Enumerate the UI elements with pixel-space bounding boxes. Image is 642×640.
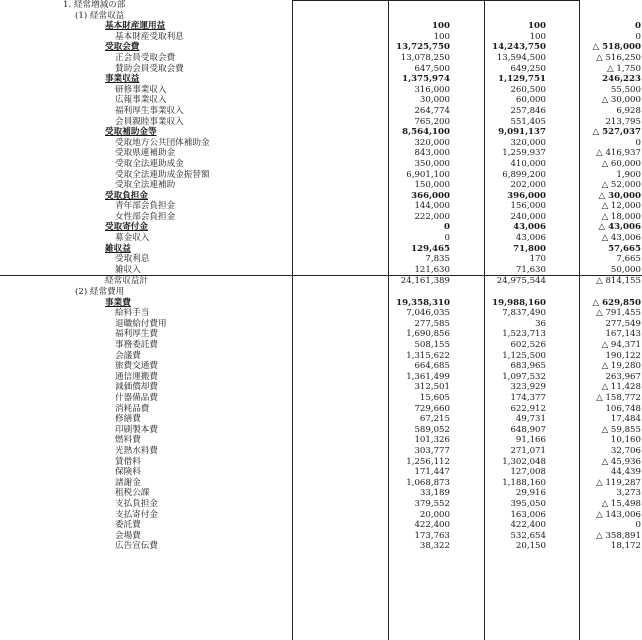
diff-amount: △ 45,936 bbox=[601, 456, 641, 467]
category-row bbox=[0, 127, 642, 138]
budget-amount bbox=[355, 11, 451, 22]
row-label: 消耗品費 bbox=[115, 403, 150, 414]
diff-amount: △ 30,000 bbox=[601, 95, 641, 106]
diff-amount bbox=[547, 11, 642, 22]
diff-amount: △ 59,855 bbox=[601, 424, 641, 435]
diff-amount: △ 791,455 bbox=[596, 308, 641, 319]
diff-amount: 3,273 bbox=[616, 488, 641, 499]
prior-amount: 127,008 bbox=[510, 467, 546, 478]
prior-amount: 43,006 bbox=[515, 233, 546, 244]
diff-amount: 246,223 bbox=[602, 74, 641, 85]
budget-amount: 508,155 bbox=[414, 340, 450, 350]
budget-amount: 38,322 bbox=[419, 541, 450, 552]
budget-amount: 320,000 bbox=[414, 137, 450, 148]
row-label: 青年部会負担金 bbox=[115, 201, 176, 212]
table-row bbox=[0, 361, 642, 372]
prior-amount: 60,000 bbox=[515, 95, 546, 106]
row-label: 研修事業収入 bbox=[115, 84, 167, 95]
prior-amount: 602,526 bbox=[510, 340, 546, 350]
budget-amount: 1,315,622 bbox=[406, 350, 450, 361]
row-label: 雑収益 bbox=[105, 243, 131, 254]
category-row bbox=[0, 74, 642, 85]
prior-amount: 163,006 bbox=[510, 509, 546, 520]
budget-amount: 277,585 bbox=[414, 318, 450, 329]
diff-amount: △ 94,371 bbox=[601, 340, 641, 350]
row-label: 修繕費 bbox=[115, 414, 141, 425]
budget-amount: 13,078,250 bbox=[400, 52, 450, 63]
table-row bbox=[0, 64, 642, 75]
table-row bbox=[0, 520, 642, 531]
row-label: 女性部会負担金 bbox=[115, 211, 176, 222]
table-row bbox=[0, 372, 642, 383]
category-row bbox=[0, 21, 642, 32]
section-heading-row bbox=[0, 0, 642, 11]
prior-amount: 422,400 bbox=[510, 520, 546, 531]
table-row bbox=[0, 180, 642, 191]
prior-amount bbox=[451, 0, 547, 11]
diff-amount: △ 416,937 bbox=[596, 148, 641, 159]
prior-amount: 683,965 bbox=[510, 361, 546, 372]
budget-amount: 24,161,389 bbox=[355, 276, 451, 287]
budget-amount: 589,052 bbox=[414, 424, 450, 435]
table-row bbox=[0, 212, 642, 223]
budget-amount: 100 bbox=[433, 31, 450, 42]
budget-amount: 101,326 bbox=[414, 435, 450, 446]
row-label: 委託費 bbox=[115, 520, 141, 531]
row-label: 基本財産受取利息 bbox=[115, 31, 184, 42]
prior-amount: 156,000 bbox=[510, 201, 546, 212]
table-row bbox=[0, 510, 642, 521]
row-label: 事業収益 bbox=[105, 74, 140, 85]
table-row bbox=[0, 159, 642, 170]
budget-amount: 8,564,100 bbox=[402, 127, 450, 138]
diff-amount: △ 358,891 bbox=[596, 530, 641, 541]
row-label: 受取負担金 bbox=[105, 190, 148, 201]
row-label: 通信運搬費 bbox=[115, 371, 158, 382]
category-row bbox=[0, 191, 642, 202]
row-label: 広告宣伝費 bbox=[115, 541, 158, 552]
prior-amount: 271,071 bbox=[510, 445, 546, 456]
category-row bbox=[0, 222, 642, 233]
prior-amount bbox=[451, 287, 547, 298]
budget-amount: 7,835 bbox=[425, 254, 450, 265]
diff-amount: 167,143 bbox=[605, 329, 641, 340]
diff-amount: △ 527,037 bbox=[592, 127, 641, 138]
row-label: 募金収入 bbox=[115, 233, 150, 244]
row-label: 正会員受取会費 bbox=[115, 52, 176, 63]
row-label: 退職給付費用 bbox=[115, 318, 167, 329]
prior-amount: 1,188,160 bbox=[502, 477, 546, 488]
budget-amount: 316,000 bbox=[414, 84, 450, 95]
prior-amount: 410,000 bbox=[510, 158, 546, 169]
row-label: (1) 経常収益 bbox=[75, 10, 125, 21]
budget-amount: 100 bbox=[432, 21, 450, 32]
row-label: 経常収益計 bbox=[0, 276, 355, 287]
diff-amount: 44,439 bbox=[610, 467, 641, 478]
diff-amount: 0 bbox=[635, 31, 641, 42]
table-row bbox=[0, 308, 642, 319]
row-label: 広報事業収入 bbox=[115, 95, 167, 106]
diff-amount: 6,928 bbox=[616, 105, 641, 116]
prior-amount: 202,000 bbox=[510, 180, 546, 191]
table-row bbox=[0, 404, 642, 415]
prior-amount: 24,975,544 bbox=[451, 276, 547, 287]
table-row bbox=[0, 117, 642, 128]
budget-amount: 15,605 bbox=[419, 392, 450, 403]
budget-amount bbox=[355, 287, 451, 298]
budget-amount: 765,200 bbox=[414, 116, 450, 127]
budget-amount: 67,215 bbox=[419, 414, 450, 425]
diff-amount: 32,706 bbox=[610, 445, 641, 456]
budget-amount: 1,361,499 bbox=[406, 371, 450, 382]
row-label: 1. 経常増減の部 bbox=[63, 0, 126, 10]
prior-amount: 648,907 bbox=[510, 424, 546, 435]
prior-amount: 36 bbox=[535, 318, 546, 329]
budget-amount: 1,256,112 bbox=[406, 456, 450, 467]
row-label: 諸謝金 bbox=[115, 477, 141, 488]
budget-amount: 366,000 bbox=[411, 190, 450, 201]
diff-amount: △ 43,006 bbox=[598, 222, 641, 233]
diff-amount: △ 18,000 bbox=[601, 211, 641, 222]
table-row bbox=[0, 201, 642, 212]
table-row bbox=[0, 340, 642, 351]
row-label: 受取全法連助成金振替額 bbox=[115, 169, 210, 180]
budget-amount: 222,000 bbox=[414, 211, 450, 222]
prior-amount: 100 bbox=[528, 21, 546, 32]
prior-amount: 649,250 bbox=[510, 63, 546, 74]
budget-amount: 33,189 bbox=[419, 488, 450, 499]
budget-amount: 150,000 bbox=[414, 180, 450, 191]
row-label: 減価償却費 bbox=[115, 382, 158, 393]
prior-amount: 1,129,751 bbox=[498, 74, 546, 85]
budget-amount: 13,725,750 bbox=[396, 42, 450, 53]
diff-amount: 57,665 bbox=[608, 243, 641, 254]
diff-amount: 50,000 bbox=[610, 264, 641, 275]
budget-amount: 129,465 bbox=[411, 243, 450, 254]
row-label: 事務委託費 bbox=[115, 340, 158, 350]
row-label: 賛助会員受取会費 bbox=[115, 63, 184, 74]
diff-amount bbox=[547, 287, 642, 298]
diff-amount: △ 30,000 bbox=[598, 190, 641, 201]
prior-amount: 257,846 bbox=[510, 105, 546, 116]
diff-amount: △ 52,000 bbox=[601, 180, 641, 191]
prior-amount: 1,125,500 bbox=[502, 350, 546, 361]
row-label: 保険料 bbox=[115, 467, 141, 478]
row-label: 受取全法連助成金 bbox=[115, 158, 184, 169]
diff-amount: 0 bbox=[635, 137, 641, 148]
row-label: 受取利息 bbox=[115, 254, 150, 265]
diff-amount: 17,484 bbox=[610, 414, 641, 425]
diff-amount: 55,500 bbox=[610, 84, 641, 95]
table-row bbox=[0, 351, 642, 362]
prior-amount: 174,377 bbox=[510, 392, 546, 403]
section-heading-row bbox=[0, 11, 642, 22]
row-label: 事業費 bbox=[105, 297, 131, 308]
diff-amount: △ 518,000 bbox=[592, 42, 641, 53]
prior-amount: 396,000 bbox=[507, 190, 546, 201]
row-label: 受取会費 bbox=[105, 42, 140, 53]
table-row bbox=[0, 254, 642, 265]
diff-amount: △ 60,000 bbox=[601, 158, 641, 169]
prior-amount: 532,654 bbox=[510, 530, 546, 541]
table-row bbox=[0, 138, 642, 149]
row-label: 租税公課 bbox=[115, 488, 150, 499]
row-label: 福利厚生事業収入 bbox=[115, 105, 184, 116]
prior-amount: 71,800 bbox=[513, 243, 546, 254]
budget-amount: 647,500 bbox=[414, 63, 450, 74]
prior-amount: 1,523,713 bbox=[502, 329, 546, 340]
diff-amount: △ 143,006 bbox=[596, 509, 641, 520]
category-row bbox=[0, 244, 642, 255]
budget-amount: 664,685 bbox=[414, 361, 450, 372]
prior-amount: 29,916 bbox=[515, 488, 546, 499]
budget-amount: 843,000 bbox=[414, 148, 450, 159]
diff-amount: △ 158,772 bbox=[596, 392, 641, 403]
table-row bbox=[0, 478, 642, 489]
row-label: 会議費 bbox=[115, 350, 141, 361]
budget-amount: 422,400 bbox=[414, 520, 450, 531]
budget-amount: 0 bbox=[444, 222, 450, 233]
section-heading-row bbox=[0, 287, 642, 298]
prior-amount: 19,988,160 bbox=[492, 297, 546, 308]
budget-amount: 19,358,310 bbox=[396, 297, 450, 308]
budget-amount: 1,068,873 bbox=[406, 477, 450, 488]
prior-amount: 49,731 bbox=[515, 414, 546, 425]
row-label: 受取補助金等 bbox=[105, 127, 157, 138]
row-label: 基本財産運用益 bbox=[105, 21, 166, 32]
diff-amount: 10,160 bbox=[610, 435, 641, 446]
budget-amount: 264,774 bbox=[414, 105, 450, 116]
budget-amount: 144,000 bbox=[414, 201, 450, 212]
table-row bbox=[0, 531, 642, 542]
budget-amount: 30,000 bbox=[419, 95, 450, 106]
prior-amount: 14,243,750 bbox=[492, 42, 546, 53]
table-row bbox=[0, 457, 642, 468]
prior-amount: 100 bbox=[529, 31, 546, 42]
prior-amount bbox=[451, 11, 547, 22]
row-label: 支払負担金 bbox=[115, 498, 158, 509]
row-label: 受取県連補助金 bbox=[115, 148, 176, 159]
diff-amount: △ 11,428 bbox=[601, 382, 641, 393]
table-row bbox=[0, 488, 642, 499]
budget-amount: 350,000 bbox=[414, 158, 450, 169]
diff-amount: △ 12,000 bbox=[601, 201, 641, 212]
row-label: (2) 経常費用 bbox=[75, 287, 125, 298]
budget-amount: 7,046,035 bbox=[406, 308, 450, 319]
row-label: 受取地方公共団体補助金 bbox=[115, 137, 210, 148]
prior-amount: 6,899,200 bbox=[502, 169, 546, 180]
diff-amount: △ 119,287 bbox=[596, 477, 641, 488]
budget-amount: 1,690,856 bbox=[406, 329, 450, 340]
total-row bbox=[0, 276, 642, 287]
table-row bbox=[0, 435, 642, 446]
diff-amount: 263,967 bbox=[605, 371, 641, 382]
prior-amount: 1,259,937 bbox=[502, 148, 546, 159]
table-row bbox=[0, 170, 642, 181]
budget-amount: 1,375,974 bbox=[402, 74, 450, 85]
prior-amount: 240,000 bbox=[510, 211, 546, 222]
prior-amount: 1,302,048 bbox=[502, 456, 546, 467]
prior-amount: 1,097,532 bbox=[502, 371, 546, 382]
budget-amount: 173,763 bbox=[414, 530, 450, 541]
table-row bbox=[0, 425, 642, 436]
row-label: 受取全法連補助 bbox=[115, 180, 176, 191]
table-row bbox=[0, 467, 642, 478]
row-label: 福利厚生費 bbox=[115, 329, 158, 340]
table-row bbox=[0, 499, 642, 510]
diff-amount: △ 516,250 bbox=[596, 52, 641, 63]
prior-amount: 551,405 bbox=[510, 116, 546, 127]
table-row bbox=[0, 85, 642, 96]
diff-amount: 1,900 bbox=[616, 169, 641, 180]
table-row bbox=[0, 95, 642, 106]
prior-amount: 9,091,137 bbox=[498, 127, 546, 138]
prior-amount: 323,929 bbox=[510, 382, 546, 393]
diff-amount: △ 15,498 bbox=[601, 498, 641, 509]
prior-amount: 395,050 bbox=[510, 498, 546, 509]
diff-amount: 277,549 bbox=[605, 318, 641, 329]
prior-amount: 71,630 bbox=[515, 264, 546, 275]
diff-amount: 190,122 bbox=[605, 350, 641, 361]
table-row bbox=[0, 148, 642, 159]
diff-amount: 0 bbox=[635, 21, 641, 32]
diff-amount: △ 629,850 bbox=[592, 297, 641, 308]
budget-amount: 303,777 bbox=[414, 445, 450, 456]
prior-amount: 622,912 bbox=[510, 403, 546, 414]
table-row bbox=[0, 541, 642, 552]
category-row bbox=[0, 298, 642, 309]
budget-amount: 6,901,100 bbox=[406, 169, 450, 180]
row-label: 支払寄付金 bbox=[115, 509, 158, 520]
table-row bbox=[0, 233, 642, 244]
row-label: 印刷製本費 bbox=[115, 424, 158, 435]
table-row bbox=[0, 414, 642, 425]
row-label: 会員親睦事業収入 bbox=[115, 116, 184, 127]
prior-amount: 20,150 bbox=[515, 541, 546, 552]
budget-amount: 729,660 bbox=[414, 403, 450, 414]
budget-amount: 121,630 bbox=[414, 264, 450, 275]
row-label: 燃料費 bbox=[115, 435, 141, 446]
table-row bbox=[0, 53, 642, 64]
table-row bbox=[0, 446, 642, 457]
prior-amount: 43,006 bbox=[513, 222, 546, 233]
budget-amount: 312,501 bbox=[414, 382, 450, 393]
budget-amount: 20,000 bbox=[419, 509, 450, 520]
prior-amount: 170 bbox=[529, 254, 546, 265]
prior-amount: 320,000 bbox=[510, 137, 546, 148]
row-label: 什器備品費 bbox=[115, 392, 158, 403]
prior-amount: 7,837,490 bbox=[502, 308, 546, 319]
row-label: 雑収入 bbox=[115, 264, 141, 275]
diff-amount bbox=[547, 0, 642, 11]
category-row bbox=[0, 42, 642, 53]
diff-amount: 18,172 bbox=[610, 541, 641, 552]
diff-amount: 7,665 bbox=[616, 254, 641, 265]
diff-amount: 213,795 bbox=[605, 116, 641, 127]
row-label: 賃借料 bbox=[115, 456, 141, 467]
row-label: 会場費 bbox=[115, 530, 141, 541]
table-row bbox=[0, 32, 642, 43]
table-row bbox=[0, 265, 642, 276]
row-label: 受取寄付金 bbox=[105, 222, 148, 233]
table-row bbox=[0, 393, 642, 404]
row-label: 旅費交通費 bbox=[115, 361, 158, 372]
prior-amount: 91,166 bbox=[515, 435, 546, 446]
budget-amount: 171,447 bbox=[414, 467, 450, 478]
budget-amount: 379,552 bbox=[414, 498, 450, 509]
diff-amount: △ 1,750 bbox=[607, 63, 641, 74]
table-row bbox=[0, 319, 642, 330]
prior-amount: 260,500 bbox=[510, 84, 546, 95]
diff-amount: 0 bbox=[635, 520, 641, 531]
diff-amount: △ 814,155 bbox=[547, 276, 642, 287]
budget-amount: 0 bbox=[444, 233, 450, 244]
diff-amount: △ 43,006 bbox=[601, 233, 641, 244]
table-row bbox=[0, 382, 642, 393]
prior-amount: 13,594,500 bbox=[496, 52, 546, 63]
row-label: 給料手当 bbox=[115, 308, 150, 319]
row-label: 光熱水料費 bbox=[115, 445, 158, 456]
diff-amount: 106,748 bbox=[605, 403, 641, 414]
table-row bbox=[0, 106, 642, 117]
table-row bbox=[0, 329, 642, 340]
diff-amount: △ 19,280 bbox=[601, 361, 641, 372]
budget-amount bbox=[355, 0, 451, 11]
